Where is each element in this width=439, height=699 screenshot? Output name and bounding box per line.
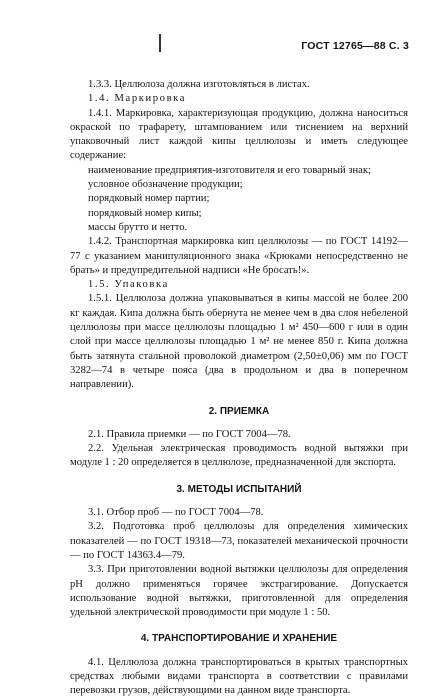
section-heading-test-methods: 3. МЕТОДЫ ИСПЫТАНИЙ bbox=[176, 483, 302, 495]
paragraph-1-4-1: 1.4.1. Маркировка, характеризующая продукцию, должна наноситься окраской по трафарету, штампованием или тиснением на верхний упаковочный лист каждой кипы целлюлозы и иметь следующее содержание: bbox=[70, 107, 408, 162]
paragraph-2-1: 2.1. Правила приемки — по ГОСТ 7004—78. bbox=[88, 428, 291, 440]
paragraph-1-3-3: 1.3.3. Целлюлоза должна изготовляться в листах. bbox=[88, 79, 310, 90]
paragraph-2-2: 2.2. Удельная электрическая проводимость водной вытяжки при модуле 1 : 20 определяется в целлюлозе, предназначенной для экспорта. bbox=[70, 443, 408, 469]
list-item: массы брутто и нетто. bbox=[88, 221, 188, 233]
document-body bbox=[70, 78, 408, 699]
paragraph-3-1: 3.1. Отбор проб — по ГОСТ 7004—78. bbox=[88, 507, 264, 519]
subsection-heading-marking: 1.4. Маркировка bbox=[88, 93, 187, 105]
paragraph-1-5-1: 1.5.1. Целлюлоза должна упаковываться в кипы массой не более 200 кг каждая. Кипа должна быть обернута не менее чем в два слоя небеленой целлюлозы при массе целлюлозы площадью 1 м² 450—600 г или в один слой при массе целлюлозы площадью 1 м² не менее 850 г. Кипа должна быть затянута стальной проволокой диаметром (2,50±0,06) мм по ГОСТ 3282—74 в четыре пояса (два в продольном и два в поперечном направлении). bbox=[70, 293, 408, 391]
list-item: порядковый номер кипы; bbox=[88, 207, 202, 219]
section-heading-transport-storage: 4. ТРАНСПОРТИРОВАНИЕ И ХРАНЕНИЕ bbox=[140, 633, 338, 645]
paragraph-3-3: 3.3. При приготовлении водной вытяжки целлюлозы для определения pH должно применяться горячее экстрагирование. Допускается использование водной вытяжки, приготовленной для определения удельной электрической проводимости при модуле 1 : 50. bbox=[70, 564, 408, 619]
page-header: ГОСТ 12765—88 С. 3 bbox=[301, 40, 409, 52]
list-item: условное обозначение продукции; bbox=[88, 179, 243, 191]
section-heading-acceptance: 2. ПРИЕМКА bbox=[208, 405, 270, 417]
list-item: наименование предприятия-изготовителя и его товарный знак; bbox=[88, 164, 371, 176]
paragraph-1-4-2: 1.4.2. Транспортная маркировка кип целлюлозы — по ГОСТ 14192—77 с указанием манипуляционного знака «Крюками непосредственно не брать» и предупредительной надписи «Не бросать!». bbox=[70, 236, 408, 276]
paragraph-4-1: 4.1. Целлюлоза должна транспортироваться в крытых транспортных средствах любыми видами транспорта в соответствии с правилами перевозки грузов, действующими на данном виде транспорта. bbox=[70, 656, 408, 697]
scan-mark bbox=[159, 34, 161, 52]
list-item: порядковый номер партии; bbox=[88, 193, 210, 205]
paragraph-3-2: 3.2. Подготовка проб целлюлозы для определения химических показателей — по ГОСТ 19318—73, показателей механической прочности — по ГОСТ 14363.4—79. bbox=[70, 521, 408, 561]
subsection-heading-packing: 1.5. Упаковка bbox=[88, 279, 169, 291]
